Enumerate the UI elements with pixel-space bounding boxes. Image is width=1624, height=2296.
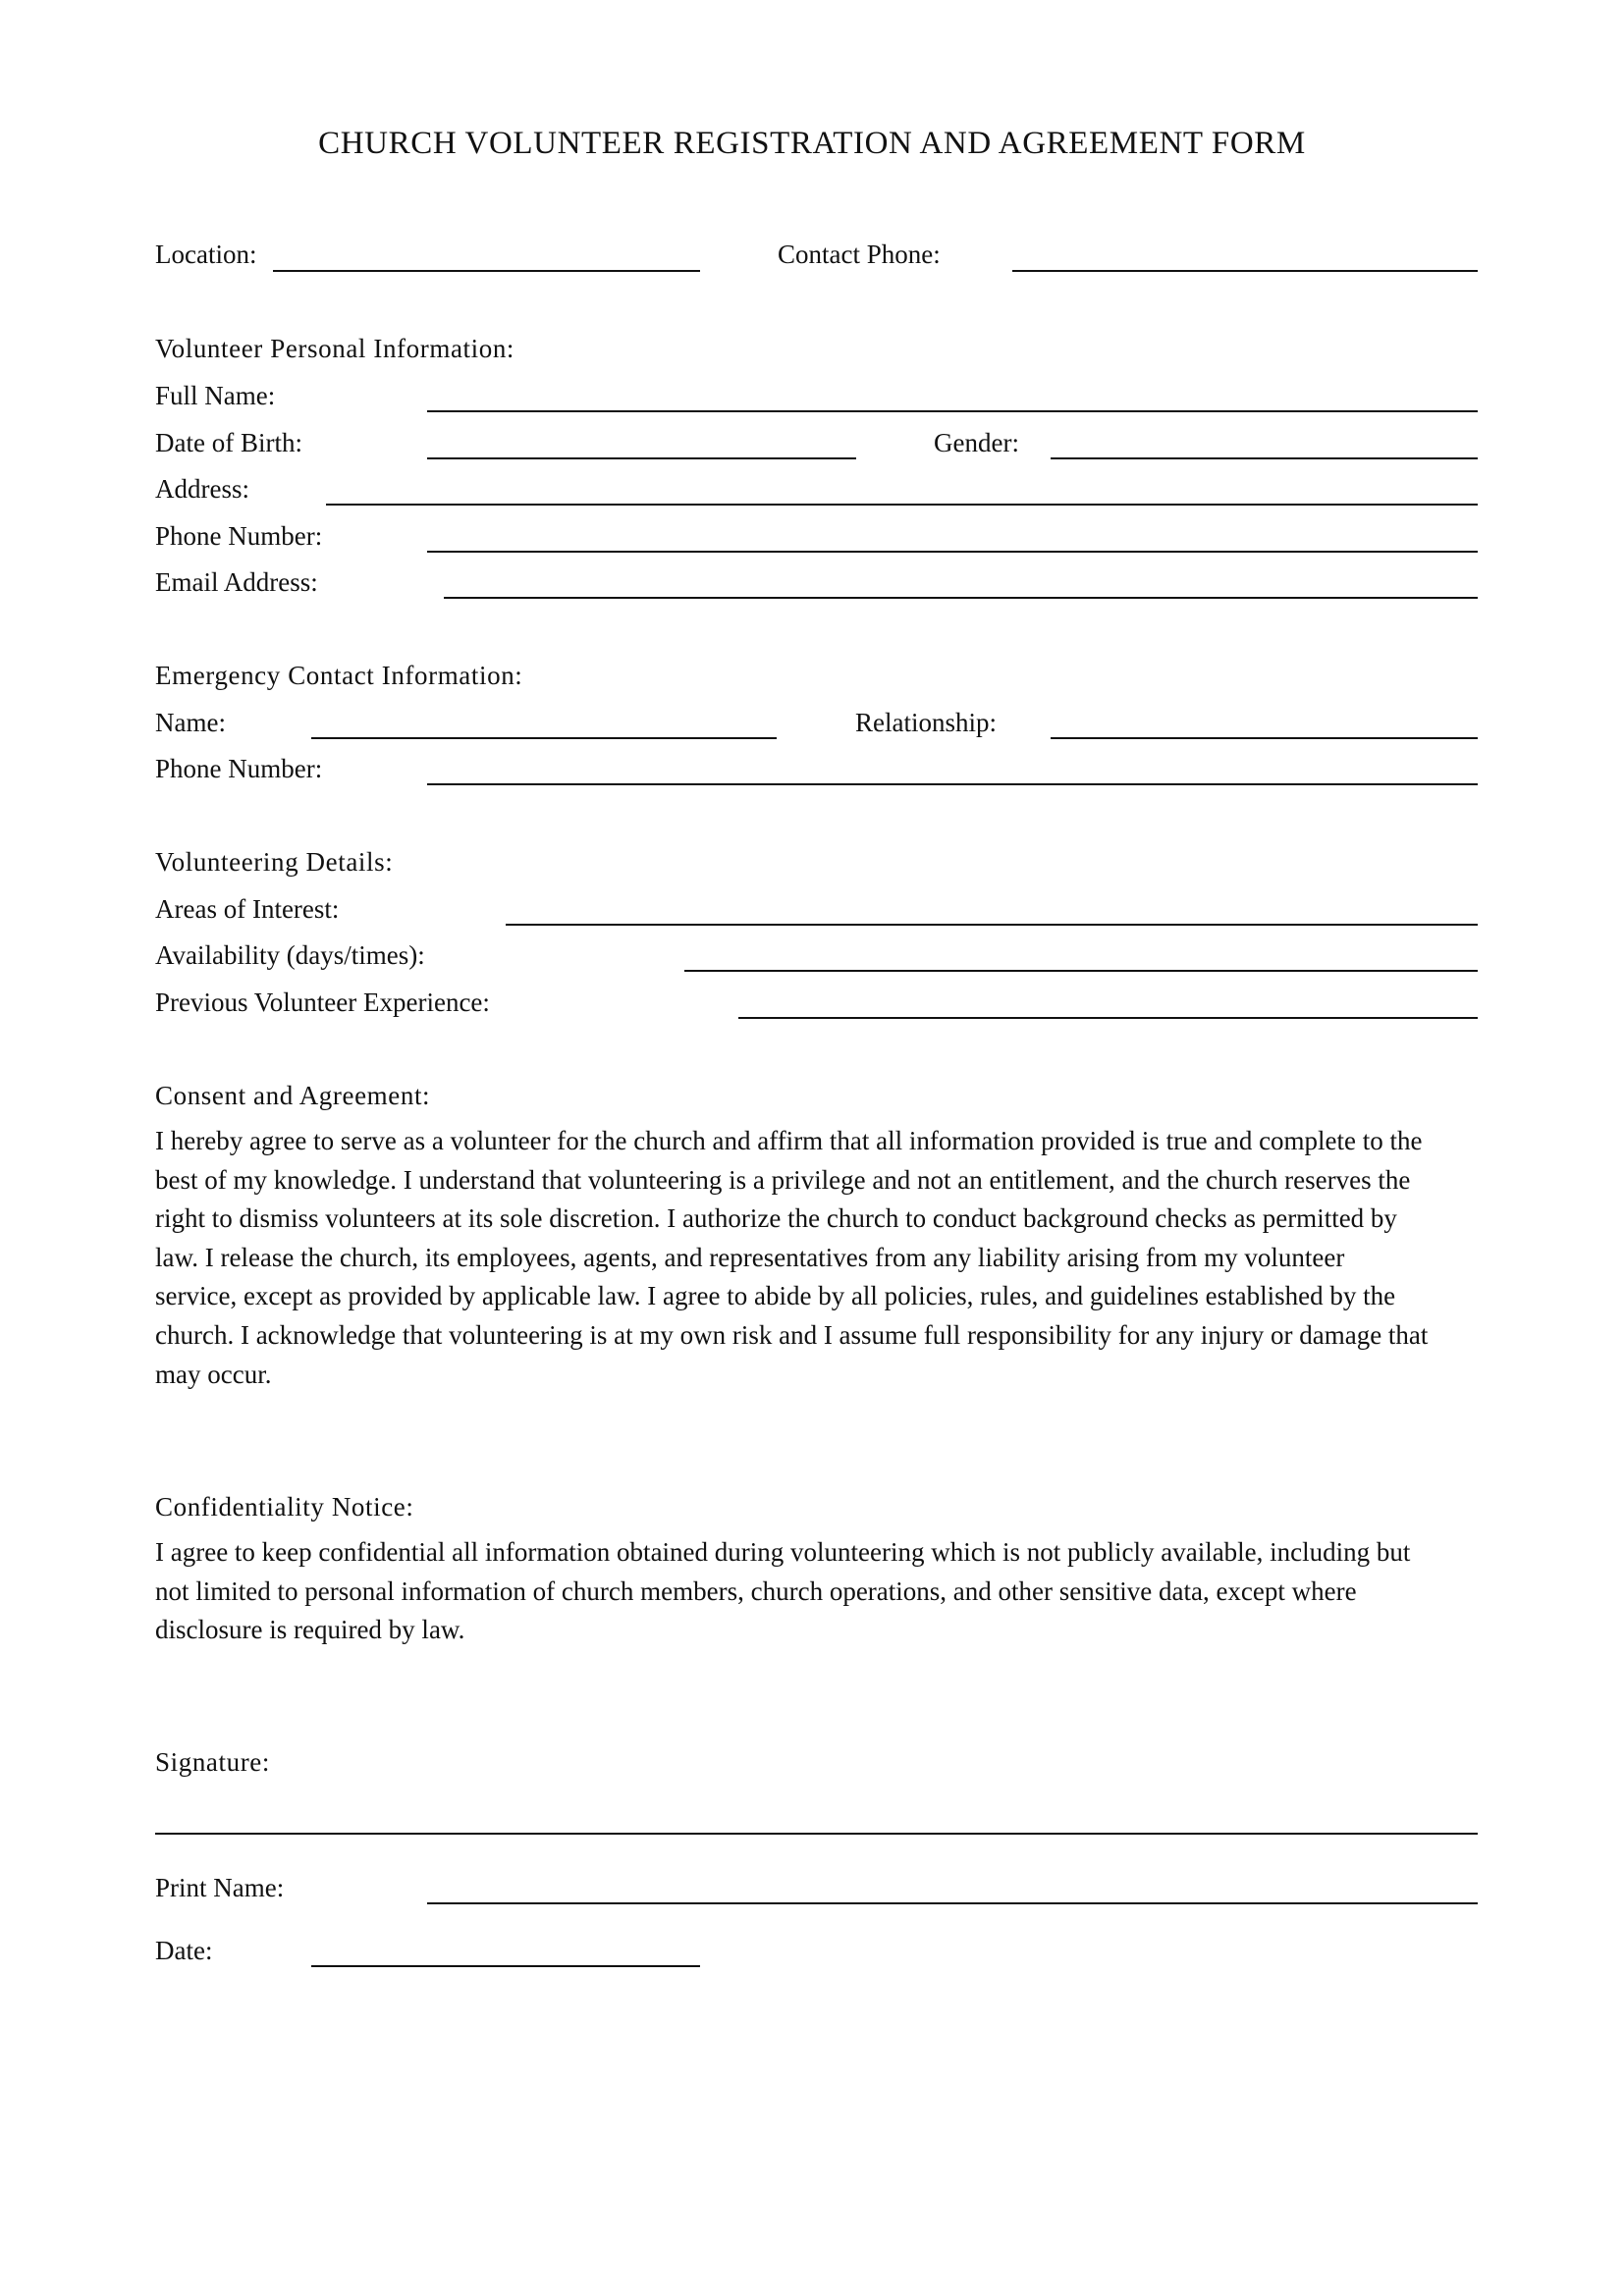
consent-line: law. I release the church, its employees, agents, and representatives from any liability arising from my volunteer [155, 1242, 1345, 1272]
gender-field[interactable] [1051, 457, 1478, 459]
confidentiality-text [155, 1533, 1486, 1650]
confidentiality-line: disclosure is required by law. [155, 1615, 465, 1645]
emergency-name-label: Name: [155, 708, 226, 737]
consent-line: best of my knowledge. I understand that volunteering is a privilege and not an entitlement, and the church reserves the [155, 1164, 1411, 1195]
contact-phone-field[interactable] [1012, 270, 1478, 272]
confidentiality-line: not limited to personal information of church members, church operations, and other sensitive data, except where [155, 1575, 1357, 1606]
emergency-name-field[interactable] [311, 737, 777, 739]
dob-label: Date of Birth: [155, 428, 302, 457]
availability-label: Availability (days/times): [155, 940, 425, 970]
consent-line: right to dismiss volunteers at its sole discretion. I authorize the church to conduct background checks as permitted by [155, 1203, 1397, 1234]
email-label: Email Address: [155, 567, 318, 597]
address-field[interactable] [326, 504, 1478, 506]
dob-field[interactable] [427, 457, 856, 459]
full-name-field[interactable] [427, 410, 1478, 412]
signature-field[interactable] [155, 1833, 1478, 1835]
consent-line: service, except as provided by applicable law. I agree to abide by all policies, rules, and guidelines established by the [155, 1281, 1396, 1311]
gender-label: Gender: [934, 428, 1019, 457]
confidentiality-heading: Confidentiality Notice: [155, 1492, 414, 1522]
emergency-phone-field[interactable] [427, 783, 1478, 785]
form-title: CHURCH VOLUNTEER REGISTRATION AND AGREEMENT FORM [318, 126, 1306, 161]
contact-phone-label: Contact Phone: [778, 240, 941, 269]
print-name-field[interactable] [427, 1902, 1478, 1904]
consent-line: church. I acknowledge that volunteering is at my own risk and I assume full responsibility for any injury or damage that [155, 1319, 1429, 1350]
address-label: Address: [155, 474, 249, 504]
consent-line: may occur. [155, 1359, 272, 1389]
location-label: Location: [155, 240, 257, 269]
consent-text [155, 1122, 1486, 1394]
emergency-phone-label: Phone Number: [155, 754, 323, 783]
personal-info-heading: Volunteer Personal Information: [155, 334, 515, 363]
confidentiality-line: I agree to keep confidential all information obtained during volunteering which is not publicly available, including but [155, 1537, 1411, 1567]
date-label: Date: [155, 1936, 213, 1965]
full-name-label: Full Name: [155, 381, 276, 410]
date-field[interactable] [311, 1965, 700, 1967]
email-field[interactable] [444, 597, 1478, 599]
print-name-label: Print Name: [155, 1873, 285, 1902]
experience-label: Previous Volunteer Experience: [155, 988, 490, 1017]
experience-field[interactable] [738, 1017, 1478, 1019]
consent-line: I hereby agree to serve as a volunteer for the church and affirm that all information provided is true and complete to the [155, 1126, 1423, 1155]
phone-number-field[interactable] [427, 551, 1478, 553]
consent-heading: Consent and Agreement: [155, 1081, 431, 1110]
availability-field[interactable] [684, 970, 1478, 972]
emergency-heading: Emergency Contact Information: [155, 661, 523, 690]
interest-label: Areas of Interest: [155, 894, 340, 924]
relationship-label: Relationship: [855, 708, 997, 737]
location-field[interactable] [273, 270, 700, 272]
signature-label: Signature: [155, 1747, 270, 1777]
relationship-field[interactable] [1051, 737, 1478, 739]
volunteering-heading: Volunteering Details: [155, 847, 394, 877]
phone-number-label: Phone Number: [155, 521, 323, 551]
interest-field[interactable] [506, 924, 1478, 926]
